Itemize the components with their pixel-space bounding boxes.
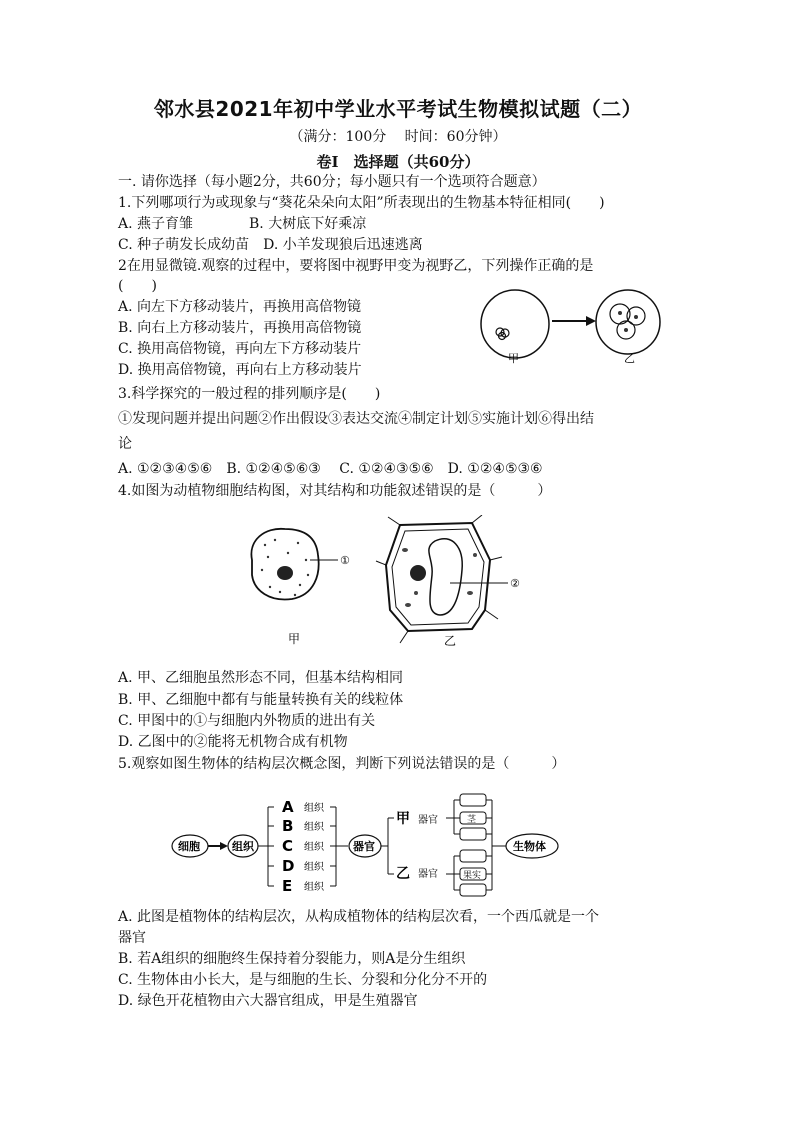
view-yi-label: 乙 [624,352,635,365]
q5-option-c: C. 生物体由小长大，是与细胞的生长、分裂和分化分不开的 [118,972,488,988]
plant-cell-vacuole [429,539,462,615]
organ-yi-word: 器官 [418,869,438,880]
cell-node-label: 细胞 [178,840,200,853]
fruit-box-label: 果实 [463,871,482,881]
view-yi-circle [596,290,660,354]
stem-box-label: 茎 [467,815,477,825]
organ-yi-letter: 乙 [396,866,410,882]
q1-stem: 1.下列哪项行为或现象与“葵花朵朵向太阳”所表现出的生物基本特征相同( ) [118,195,605,211]
tissue-node-label: 组织 [232,840,254,853]
q3-stem: 3.科学探究的一般过程的排列顺序是( ) [118,386,381,402]
q5-option-d: D. 绿色开花植物由六大器官组成，甲是生殖器官 [118,993,418,1009]
microscope-view-figure [478,284,668,366]
q3-options: A. ①②③④⑤⑥ B. ①②④⑤⑥③ C. ①②④③⑤⑥ D. ①②④⑤③⑥ [118,461,543,477]
q2-option-b: B. 向右上方移动装片，再换用高倍物镜 [118,320,362,336]
q5-option-b: B. 若A组织的细胞终生保持着分裂能力，则A是分生组织 [118,951,466,967]
q4-option-c: C. 甲图中的①与细胞内外物质的进出有关 [118,713,376,729]
q1-options-ab: A. 燕子育雏 B. 大树底下好乘凉 [118,216,367,232]
q2-option-a: A. 向左下方移动装片，再换用高倍物镜 [118,299,362,315]
arrow-cell-tissue-head [220,842,228,850]
tissue-word-d: 组织 [304,862,324,873]
tissue-word-b: 组织 [304,822,324,833]
organ-jia-letter: 甲 [396,811,410,827]
view-jia-circle [481,290,549,358]
q2-option-d: D. 换用高倍物镜，再向右上方移动装片 [118,362,362,378]
tissue-bracket-left [268,807,274,886]
tissue-letter-a: A [282,798,294,816]
tissue-letter-e: E [282,877,293,895]
instruction-text: 一. 请你选择（每小题2分，共60分；每小题只有一个选项符合题意） [118,174,546,190]
tissue-list [282,798,325,895]
tissue-word-c: 组织 [304,842,324,853]
structure-levels-diagram [170,790,570,898]
q5-stem: 5.观察如图生物体的结构层次概念图，判断下列说法错误的是（ ） [118,756,566,772]
plant-cell-membrane [392,529,484,625]
marker1-label: ① [340,554,350,567]
q4-option-d: D. 乙图中的②能将无机物合成有机物 [118,734,348,750]
q2-blank: ( ) [118,278,157,294]
q5-option-a-line2: 器官 [118,930,146,946]
tissue-word-a: 组织 [304,803,324,814]
view-yi-cells [610,304,645,339]
marker2-label: ② [510,577,520,590]
q4-option-b: B. 甲、乙细胞中都有与能量转换有关的线粒体 [118,692,404,708]
section-heading: 卷Ⅰ 选择题（共60分） [316,153,480,171]
q4-option-a: A. 甲、乙细胞虽然形态不同，但基本结构相同 [118,670,404,686]
plant-cell-label: 乙 [444,634,457,648]
view-jia-cells [496,328,509,340]
animal-cell-label: 甲 [288,632,301,646]
organ-bracket [381,818,394,874]
exam-title: 邻水县2021年初中学业水平考试生物模拟试题（二） [153,97,643,121]
arrow-head [586,316,596,326]
q3-steps-line1: ①发现问题并提出问题②作出假设③表达交流④制定计划⑤实施计划⑥得出结 [118,411,594,427]
q5-option-a-line1: A. 此图是植物体的结构层次，从构成植物体的结构层次看，一个西瓜就是一个 [118,909,600,925]
tissue-word-e: 组织 [304,882,324,893]
q2-option-c: C. 换用高倍物镜，再向左下方移动装片 [118,341,362,357]
view-jia-label: 甲 [508,352,519,365]
q2-stem: 2在用显微镜.观察的过程中，要将图中视野甲变为视野乙，下列操作正确的是 [118,258,594,274]
organ-jia-word: 器官 [418,815,438,826]
exam-subtitle: （满分：100分 时间：60分钟） [289,129,507,145]
animal-cell-membrane [251,529,318,600]
tissue-letter-c: C [282,837,294,855]
tissue-letter-b: B [282,817,294,835]
animal-cell-nucleus [277,566,293,580]
q3-steps-line2: 论 [118,436,132,452]
tissue-bracket-right [330,807,348,886]
organism-node-label: 生物体 [513,840,546,853]
q4-stem: 4.如图为动植物细胞结构图，对其结构和功能叙述错误的是（ ） [118,483,552,499]
organ-node-label: 器官 [353,840,375,853]
plant-cell-nucleus [410,565,426,581]
tissue-letter-d: D [282,857,295,875]
q1-options-cd: C. 种子萌发长成幼苗 D. 小羊发现狼后迅速逃离 [118,237,423,253]
cell-structure-figure [240,515,540,650]
